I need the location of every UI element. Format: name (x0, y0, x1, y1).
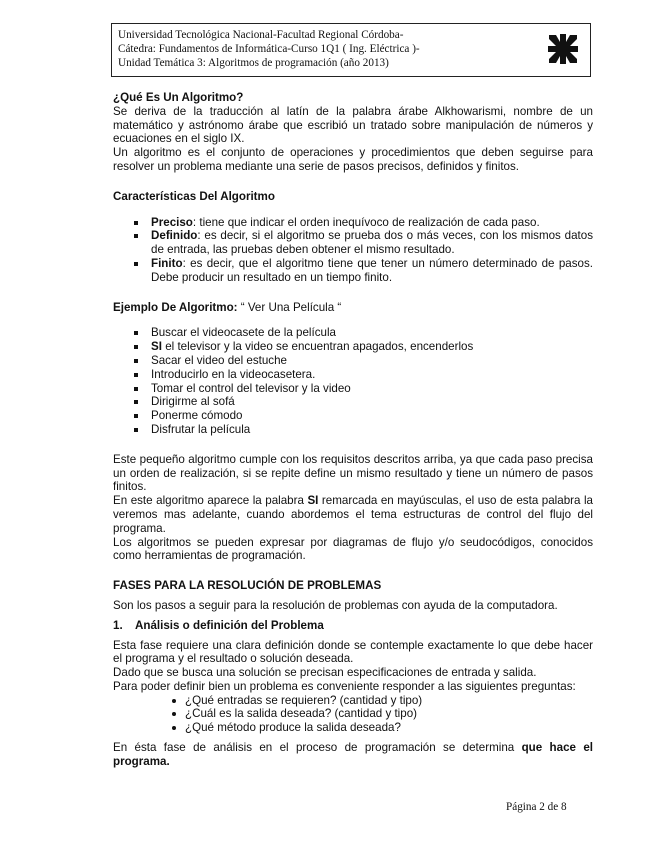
paragraph-definicion: Un algoritmo es el conjunto de operaciones y procedimientos que deben seguirse para resolver un problema mediante una serie de pasos precisos, definidos y finitos. (113, 146, 593, 173)
header-unit: Unidad Temática 3: Algoritmos de programación (año 2013) (118, 57, 389, 69)
list-item: Disfrutar la película (151, 423, 593, 437)
list-item: Sacar el video del estuche (151, 354, 593, 368)
list-item: Tomar el control del televisor y la video (151, 382, 593, 396)
list-item: SI el televisor y la video se encuentran apagados, encenderlos (151, 340, 593, 354)
header-course: Cátedra: Fundamentos de Informática-Curso 1Q1 ( Ing. Eléctrica )- (118, 43, 420, 55)
page-header (111, 23, 591, 77)
page-content (113, 91, 593, 769)
list-item: ¿Qué entradas se requieren? (cantidad y tipo) (185, 694, 593, 708)
list-ejemplo (113, 326, 593, 436)
list-item: ¿Cuál es la salida deseada? (cantidad y tipo) (185, 707, 593, 721)
header-university: Universidad Tecnológica Nacional-Facultad Regional Córdoba- (118, 29, 404, 41)
paragraph-palabra-si: En este algoritmo aparece la palabra SI remarcada en mayúsculas, el uso de esta palabra la veremos mas adelante, cuando abordemos el tema estructuras de control del flujo del programa. (113, 494, 593, 535)
heading-que-es: ¿Qué Es Un Algoritmo? (113, 91, 244, 104)
list-item: Definido: es decir, si el algoritmo se prueba dos o más veces, con los mismos datos de entrada, las pruebas deben obtener el mismo resultado. (151, 229, 593, 257)
paragraph-fases-intro: Son los pasos a seguir para la resolución de problemas con ayuda de la computadora. (113, 598, 558, 612)
paragraph-analisis-2: Dado que se busca una solución se precisan especificaciones de entrada y salida. (113, 666, 537, 680)
page-number: Página 2 de 8 (506, 801, 567, 813)
list-item: Preciso: tiene que indicar el orden inequívoco de realización de cada paso. (151, 216, 593, 230)
heading-ejemplo: Ejemplo De Algoritmo: “ Ver Una Película “ (113, 300, 342, 314)
paragraph-analisis-1: Esta fase requiere una clara definición donde se contemple exactamente lo que debe hacer el programa y el resultado o solución deseada. (113, 638, 593, 666)
paragraph-origen: Se deriva de la traducción al latín de la palabra árabe Alkhowarismi, nombre de un matemático y astrónomo árabe que escribió un tratado sobre manipulación de números y ecuaciones en el siglo IX. (113, 104, 593, 146)
paragraph-requisitos: Este pequeño algoritmo cumple con los requisitos descritos arriba, ya que cada paso precisa un orden de realización, si se repite define un mismo resultado y tiene un número de pasos finitos. (113, 452, 593, 494)
paragraph-herramientas: Los algoritmos se pueden expresar por diagramas de flujo y/o seudocódigos, conocidos como herramientas de programación. (113, 535, 593, 563)
utn-logo-icon (546, 32, 580, 66)
list-item: Ponerme cómodo (151, 409, 593, 423)
paragraph-analisis-3: Para poder definir bien un problema es conveniente responder a las siguientes preguntas: (113, 679, 576, 693)
heading-analisis: 1. Análisis o definición del Problema (113, 618, 324, 632)
list-preguntas (113, 694, 593, 735)
heading-fases: FASES PARA LA RESOLUCIÓN DE PROBLEMAS (113, 579, 382, 593)
heading-caracteristicas: Características Del Algoritmo (113, 189, 275, 203)
list-item: Finito: es decir, que el algoritmo tiene que tener un número determinado de pasos. Debe producir un resultado en un tiempo finito. (151, 256, 593, 284)
list-caracteristicas (113, 216, 593, 285)
list-item: Dirigirme al sofá (151, 395, 593, 409)
list-item: Introducirlo en la videocasetera. (151, 368, 593, 382)
list-item: ¿Qué método produce la salida deseada? (185, 721, 593, 735)
list-item: Buscar el videocasete de la película (151, 326, 593, 340)
paragraph-analisis-4: En ésta fase de análisis en el proceso de programación se determina que hace el programa. (113, 741, 593, 768)
